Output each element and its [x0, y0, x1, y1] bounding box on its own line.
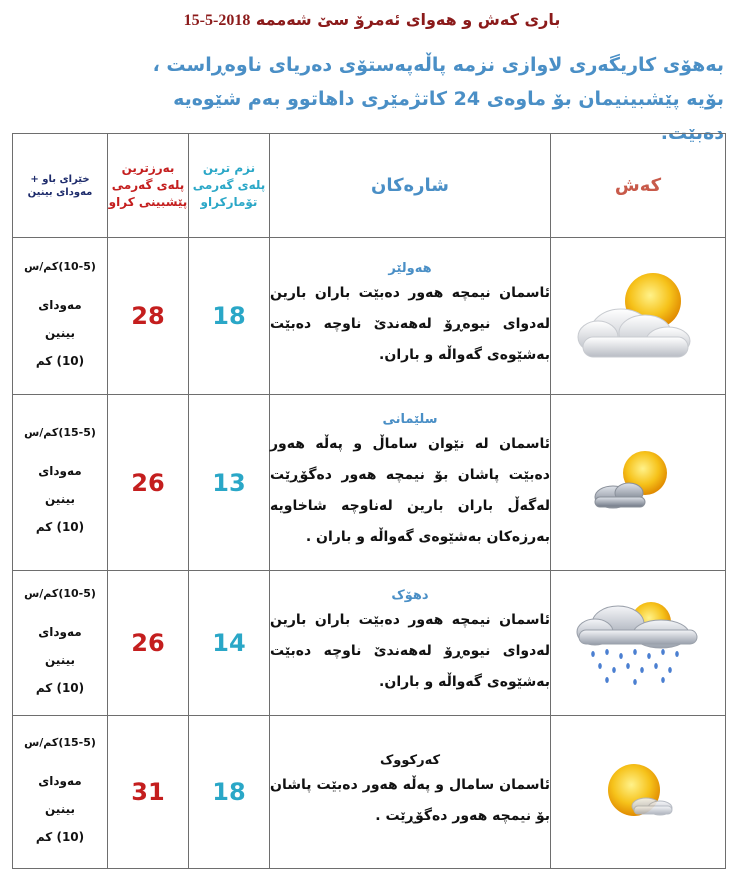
city-description: ئاسمان نیمچە هەور دەبێت باران بارین لەدوای نیوەڕۆ لەهەندێ ناوچە دەبێت بەشێوەی گەواڵە و باران.: [270, 285, 550, 363]
weather-cell: [551, 571, 726, 716]
visibility-line: مەودای: [38, 464, 82, 478]
min-temp: 18: [189, 238, 270, 395]
visibility-line: (10) کم: [35, 680, 85, 695]
visibility-line: (10) کم: [35, 520, 85, 534]
visibility-line: (10) کم: [35, 353, 85, 368]
max-temp: 26: [108, 395, 189, 571]
header-max-temp: بەرزترین پلەی گەرمی پێشبینی کراو: [108, 134, 189, 238]
table-row: [13, 238, 726, 395]
visibility-line: بینین: [45, 325, 75, 340]
max-temp: 26: [108, 571, 189, 716]
table-header-row: [13, 134, 726, 238]
city-description: ئاسمان لە نێوان ساماڵ و پەڵە هەور دەبێت پاشان بۆ نیمچە هەور دەگۆڕێت لەگەڵ باران بارین لەناوچە شاخاویە بەرزەکان بەشێوەی گەواڵە و باران .: [270, 436, 550, 545]
table-row: [13, 571, 726, 716]
city-description: ئاسمان سامال و پەڵە هەور دەبێت پاشان بۆ نیمچە هەور دەگۆڕێت .: [270, 776, 550, 824]
city-cell: [270, 716, 551, 869]
sun-cloud-icon: [573, 259, 703, 369]
city-name: کەرکووک: [379, 752, 441, 768]
visibility-line: بینین: [45, 492, 75, 506]
rain-cloud-icon: [573, 594, 703, 689]
min-temp: 14: [189, 571, 270, 716]
sun-behind-cloud-icon: [583, 441, 693, 521]
visibility-label: [13, 767, 107, 851]
city-name: هەولێر: [388, 261, 432, 276]
header-min-temp: نزم ترین پلەی گەرمی تۆمارکراو: [189, 134, 270, 238]
visibility-cell: [13, 395, 108, 571]
city-cell: [270, 238, 551, 395]
city-cell: [270, 395, 551, 571]
visibility-label: [13, 457, 107, 541]
sun-small-cloud-icon: [588, 750, 688, 830]
max-temp: 28: [108, 238, 189, 395]
wind-speed: (10-5)کم/س: [24, 259, 96, 273]
visibility-line: بینین: [45, 801, 75, 816]
header-visibility: خێرای باو + مەودای بینین: [13, 134, 108, 238]
visibility-line: مەودای: [38, 297, 82, 312]
visibility-label: [13, 291, 107, 375]
page-title: [0, 10, 736, 30]
wind-speed: (15-5)کم/س: [24, 426, 96, 439]
wind-speed: (15-5)کم/س: [24, 735, 96, 749]
table-row: [13, 716, 726, 869]
max-temp: 31: [108, 716, 189, 869]
min-temp: 13: [189, 395, 270, 571]
header-weather: کەش: [551, 134, 726, 238]
visibility-line: مەودای: [38, 773, 82, 788]
visibility-label: [13, 618, 107, 702]
visibility-cell: [13, 571, 108, 716]
city-name: سلێمانی: [382, 412, 438, 427]
city-description: ئاسمان نیمچە هەور دەبێت باران بارین لەدوای نیوەڕۆ لەهەندێ ناوچە دەبێت بەشێوەی گەواڵە و باران.: [270, 612, 550, 690]
forecast-table: [12, 133, 726, 869]
visibility-cell: [13, 716, 108, 869]
table-row: [13, 395, 726, 571]
city-name: دهۆک: [391, 588, 429, 603]
visibility-line: (10) کم: [35, 829, 85, 844]
weather-cell: [551, 716, 726, 869]
weather-cell: [551, 238, 726, 395]
min-temp: 18: [189, 716, 270, 869]
intro-paragraph: بەهۆی کاریگەری لاوازی نزمە پاڵەپەستۆی دەریای ناوەڕاست ، بۆیە پێشبینیمان بۆ ماوەی 24 کاتژمێری داهاتوو بەم شێوەیە دەبێت.: [152, 54, 724, 144]
title-text: باری کەش و هەوای ئەمرۆ سێ شەممە: [255, 10, 561, 29]
weather-cell: [551, 395, 726, 571]
visibility-line: بینین: [45, 652, 75, 667]
title-date: 2018-5-15: [183, 12, 251, 29]
city-cell: [270, 571, 551, 716]
header-city: شارەکان: [270, 134, 551, 238]
visibility-line: مەودای: [38, 624, 82, 639]
wind-speed: (10-5)کم/س: [24, 586, 96, 600]
visibility-cell: [13, 238, 108, 395]
